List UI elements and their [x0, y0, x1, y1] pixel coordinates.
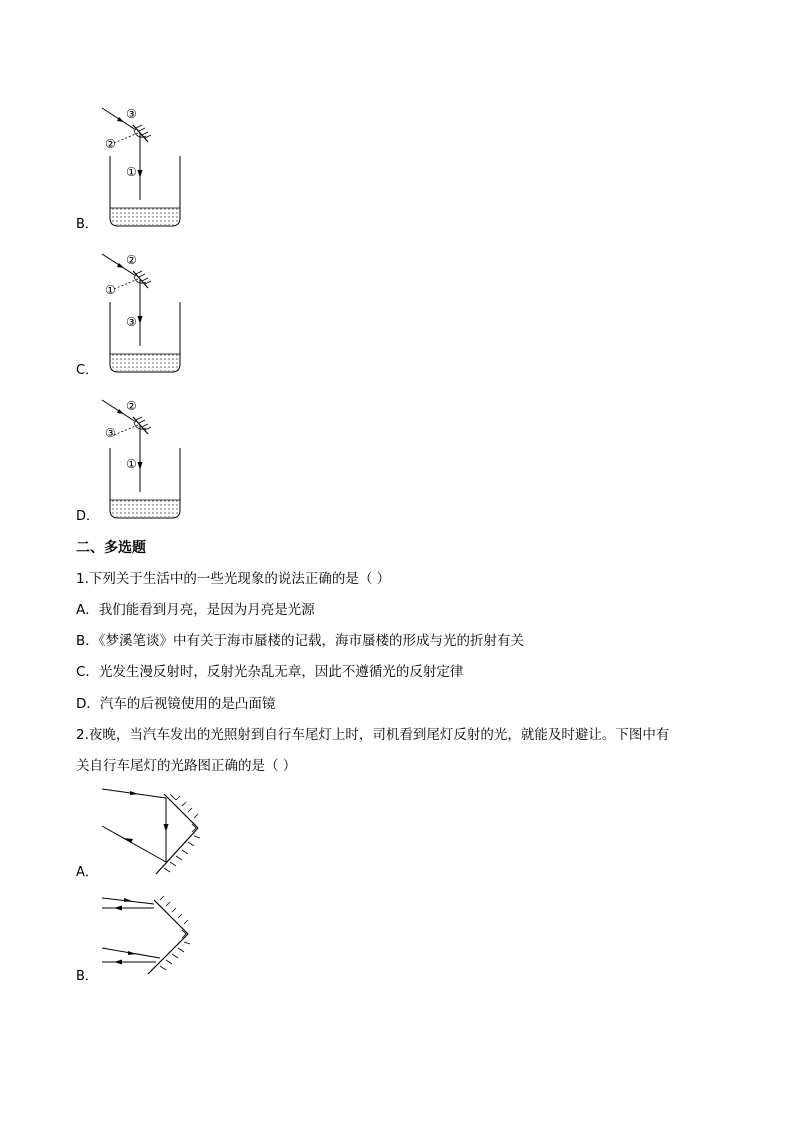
diagram-label-2: ①: [105, 283, 116, 297]
q1-stem: 1.下列关于生活中的一些光现象的说法正确的是（ ）: [76, 571, 391, 587]
section-title: 二、多选题: [76, 540, 146, 556]
option-letter-d[interactable]: D．: [76, 509, 100, 524]
q2-stem-line2: 关自行车尾灯的光路图正确的是（ ）: [76, 758, 297, 774]
beaker-mirror-diagram-d: [76, 392, 216, 527]
q2-option-a-block: [76, 784, 216, 884]
q2-option-b-block: [76, 890, 216, 990]
diagram-label-2: ②: [105, 137, 116, 151]
diagram-label-3: ①: [126, 165, 137, 179]
beaker-mirror-diagram-c: [76, 246, 216, 381]
option-letter-b[interactable]: B．: [76, 217, 98, 232]
option-d-diagram-block: [76, 392, 216, 527]
option-c-diagram-block: [76, 246, 216, 381]
diagram-label-3: ③: [126, 315, 137, 329]
diagram-label-1: ②: [126, 399, 137, 413]
q2-option-letter-a[interactable]: A．: [76, 865, 98, 880]
q2-option-letter-b[interactable]: B．: [76, 969, 98, 984]
diagram-label-1: ②: [126, 253, 137, 267]
beaker-mirror-diagram-b: [76, 100, 216, 235]
diagram-label-3: ①: [126, 457, 137, 471]
q2-stem-line1: 2.夜晚，当汽车发出的光照射到自行车尾灯上时，司机看到尾灯反射的光，就能及时避让。下图中有: [76, 727, 670, 743]
diagram-label-1: ③: [126, 107, 137, 121]
q1-option-a[interactable]: A．我们能看到月亮，是因为月亮是光源: [76, 602, 315, 618]
q1-option-b[interactable]: B．《梦溪笔谈》中有关于海市蜃楼的记载，海市蜃楼的形成与光的折射有关: [76, 633, 525, 649]
option-letter-c[interactable]: C．: [76, 363, 99, 378]
q1-option-c[interactable]: C．光发生漫反射时，反射光杂乱无章，因此不遵循光的反射定律: [76, 664, 464, 680]
diagram-label-2: ③: [105, 426, 116, 440]
option-b-diagram-block: [76, 100, 216, 235]
q1-option-d[interactable]: D．汽车的后视镜使用的是凸面镜: [76, 696, 276, 712]
